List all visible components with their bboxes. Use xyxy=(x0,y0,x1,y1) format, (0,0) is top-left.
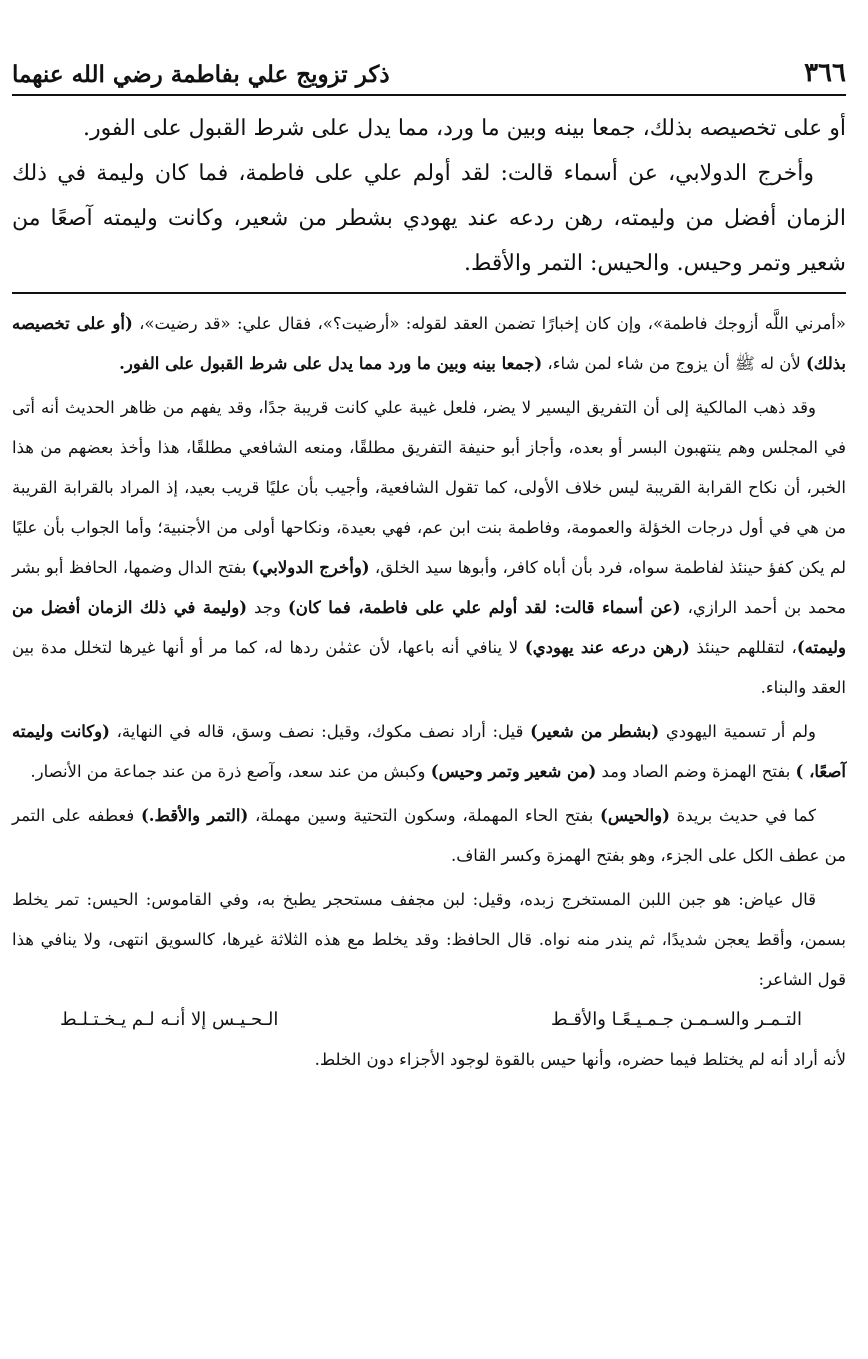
commentary-text: وقد ذهب المالكية إلى أن التفريق اليسير لا يضر، فلعل غيبة علي كانت قريبة جدًا، وقد يفهم من ظاهر الحديث أنه أتى في المجلس وهم ينتهبون البسر أو بعده، وأجاز أبو حنيفة التفريق مطلقًا، ومنعه الشافعي مطلقًا، هذا وأخذ بعضهم من هذا الخبر، أن نكاح القرابة القريبة ليس خلاف الأولى، كما تقول الشافعية، وأجيب بأن عليًا قريب بعيد، إذ المراد بالقرابة القريبة من هي في أول درجات الخؤلة والعمومة، وفاطمة بنت ابن عم، فهي بعيدة، ونكاحها أولى من الأجنبية؛ وأما الجواب بأن عليًا لم يكن كفؤ حينئذ لفاطمة سواه، فرد بأن أباه كافر، وأبوها سيد الخلق، xyxy=(12,398,846,577)
commentary-text: قيل: أراد نصف مكوك، وقيل: نصف وسق، قاله في النهاية، xyxy=(109,722,531,741)
header-rule xyxy=(12,94,846,96)
commentary-paragraph-6: لأنه أراد أنه لم يختلط فيما حضره، وأنها حيس بالقوة لوجود الأجزاء دون الخلط. xyxy=(314,1050,846,1069)
running-header xyxy=(12,58,846,94)
commentary-text: بفتح الهمزة وضم الصاد ومد xyxy=(596,762,796,781)
quoted-matn-bold: (والحيس) xyxy=(600,806,670,825)
quoted-matn-bold: (بشطر من شعير) xyxy=(530,722,660,741)
quoted-matn-bold: (عن أسماء قالت: لقد أولم علي على فاطمة، فما كان) xyxy=(287,598,681,617)
quoted-matn-bold: (أو على تخصيصه بذلك) xyxy=(12,314,846,373)
commentary-text: كما في حديث بريدة xyxy=(669,806,816,825)
commentary-text: وجد xyxy=(247,598,288,617)
commentary-text: ولم أر تسمية اليهودي xyxy=(659,722,816,741)
quoted-matn-bold: (وكانت وليمته آصعًا، ) xyxy=(12,722,846,781)
main-paragraph-2: وأخرج الدولابي، عن أسماء قالت: لقد أولم علي على فاطمة، فما كان وليمة في ذلك الزمان أفضل من وليمته، رهن ردعه عند يهودي بشطر من شعير، وكانت وليمته آصعًا من شعير وتمر وحيس. والحيس: التمر والأقط. xyxy=(12,161,846,276)
main-paragraph-1: أو على تخصيصه بذلك، جمعا بينه وبين ما ورد، مما يدل على شرط القبول على الفور. xyxy=(82,116,846,141)
quoted-matn-bold: (التمر والأقط.) xyxy=(140,806,249,825)
commentary-text: وكبش من عند سعد، وآصع ذرة من عند جماعة من الأنصار. xyxy=(30,762,431,781)
commentary-text: لأن له ﷺ أن يزوج من شاء لمن شاء، xyxy=(542,354,806,373)
quoted-matn-bold: (وليمة في ذلك الزمان أفضل من وليمته) xyxy=(12,598,846,657)
commentary-text: فعطفه على التمر من عطف الكل على الجزء، وهو بفتح الهمزة وكسر القاف. xyxy=(12,806,846,865)
poem-hemistich-2: الـحـيـس إلا أنـه لـم يـخـتـلـط xyxy=(60,1009,279,1030)
commentary-rule xyxy=(12,292,846,294)
commentary-paragraph-2 xyxy=(12,388,846,708)
commentary-text: بفتح الحاء المهملة، وسكون التحتية وسين مهملة، xyxy=(248,806,601,825)
commentary-paragraph-5: قال عياض: هو جبن اللبن المستخرج زبده، وقيل: لبن مجفف مستحجر يطبخ به، وفي القاموس: الحيس: تمر يخلط بسمن، وأقط يعجن شديدًا، ثم يندر منه نواه. قال الحافظ: وقد يخلط مع هذه الثلاثة غيرها، كالسويق انتهى، ولا ينافي هذا قول الشاعر: xyxy=(12,890,846,989)
commentary-text: «أمرني اللَّه أزوجك فاطمة»، وإن كان إخبارًا تضمن العقد لقوله: «أرضيت؟»، فقال علي: «قد رضيت»، xyxy=(132,314,846,333)
commentary-paragraph-3 xyxy=(12,712,846,792)
poem-hemistich-1: التـمـر والسـمـن جـمـيـعًـا والأقـط xyxy=(550,1009,802,1030)
commentary-text: لا ينافي أنه باعها، لأن عثمٰن ردها له، كما مر أو أنها غيرها لتخلل مدة بين العقد والبناء. xyxy=(12,638,846,697)
quoted-matn-bold: (من شعير وتمر وحيس) xyxy=(430,762,597,781)
commentary-paragraph-4 xyxy=(12,796,846,876)
page-number: ٣٦٦ xyxy=(804,58,846,88)
commentary-text: بفتح الدال وضمها، الحافظ أبو بشر محمد بن أحمد الرازي، xyxy=(12,558,846,617)
chapter-title: ذكر تزويج علي بفاطمة رضي الله عنهما xyxy=(12,61,390,88)
quoted-matn-bold: (وأخرج الدولابي) xyxy=(251,558,370,577)
quoted-matn-bold: (جمعا بينه وبين ما ورد مما يدل على شرط القبول على الفور. xyxy=(119,354,543,373)
commentary xyxy=(12,304,846,1080)
commentary-paragraph-1 xyxy=(12,304,846,384)
poem-verse xyxy=(12,1000,846,1040)
quoted-matn-bold: (رهن درعه عند يهودي) xyxy=(524,638,690,657)
commentary-text: ، لتقللهم حينئذ xyxy=(689,638,797,657)
main-text xyxy=(12,106,846,286)
